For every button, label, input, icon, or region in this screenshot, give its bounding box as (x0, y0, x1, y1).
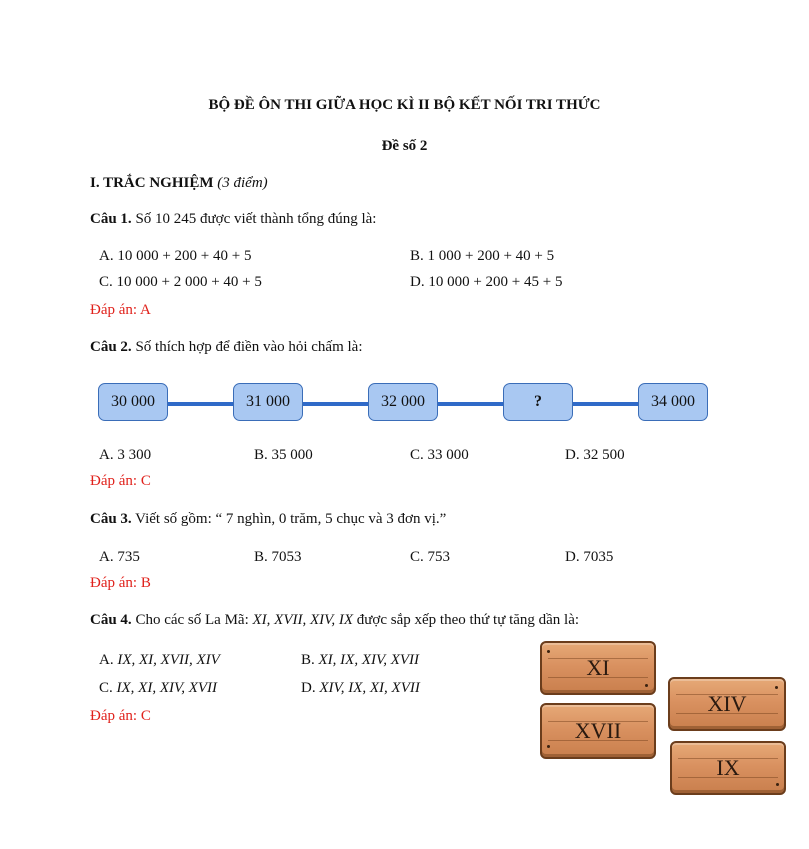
option-d: D. 32 500 (565, 447, 625, 463)
option-a: A. IX, XI, XVII, XIV (99, 652, 220, 668)
option-d: D. 7035 (565, 549, 614, 565)
option-a: A. 10 000 + 200 + 40 + 5 (99, 248, 252, 264)
plank-ix: IX (670, 741, 786, 795)
section-points: (3 điểm) (217, 175, 268, 191)
option-b: B. XI, IX, XIV, XVII (301, 652, 420, 668)
option-a: A. 735 (99, 549, 140, 565)
option-c: C. IX, XI, XIV, XVII (99, 680, 218, 696)
nail-icon (547, 745, 550, 748)
option-b: B. 1 000 + 200 + 40 + 5 (410, 248, 555, 264)
question-text-after: được sắp xếp theo thứ tự tăng dần là: (356, 612, 580, 628)
answer-2: Đáp án: C (90, 473, 151, 489)
question-text: Số thích hợp để điền vào hỏi chấm là: (135, 339, 363, 355)
answer-3: Đáp án: B (90, 575, 151, 591)
question-text: Số 10 245 được viết thành tổng đúng là: (135, 211, 377, 227)
plank-xvii: XVII (540, 703, 656, 759)
question-1 (90, 211, 376, 228)
question-3 (90, 511, 446, 528)
question-2 (90, 339, 363, 356)
section-heading (90, 175, 268, 192)
number-box-5: 34 000 (638, 383, 708, 421)
page-title: BỘ ĐỀ ÔN THI GIỮA HỌC KÌ II BỘ KẾT NỐI TRI THỨC (208, 97, 601, 113)
roman-numerals: XI, XVII, XIV, IX (252, 612, 354, 628)
question-label: Câu 1. (90, 211, 132, 227)
question-label: Câu 3. (90, 511, 132, 527)
answer-4: Đáp án: C (90, 708, 151, 724)
option-d: D. 10 000 + 200 + 45 + 5 (410, 274, 563, 290)
nail-icon (547, 650, 550, 653)
option-a: A. 3 300 (99, 447, 152, 463)
number-box-2: 31 000 (233, 383, 303, 421)
nail-icon (776, 783, 779, 786)
page-subtitle: Đề số 2 (381, 138, 428, 154)
question-label: Câu 2. (90, 339, 132, 355)
section-label: I. TRẮC NGHIỆM (90, 175, 214, 191)
question-text: Viết số gồm: “ 7 nghìn, 0 trăm, 5 chục và 3 đơn vị.” (135, 511, 447, 527)
number-box-missing: ? (503, 383, 573, 421)
question-4 (90, 612, 579, 629)
question-text-before: Cho các số La Mã: (135, 612, 249, 628)
option-d: D. XIV, IX, XI, XVII (301, 680, 420, 696)
nail-icon (645, 684, 648, 687)
number-box-3: 32 000 (368, 383, 438, 421)
option-b: B. 35 000 (254, 447, 313, 463)
plank-xiv: XIV (668, 677, 786, 731)
nail-icon (775, 686, 778, 689)
plank-xi: XI (540, 641, 656, 695)
number-box-1: 30 000 (98, 383, 168, 421)
option-c: C. 753 (410, 549, 451, 565)
option-b: B. 7053 (254, 549, 302, 565)
answer-1: Đáp án: A (90, 302, 151, 318)
question-label: Câu 4. (90, 612, 132, 628)
option-c: C. 10 000 + 2 000 + 40 + 5 (99, 274, 262, 290)
option-c: C. 33 000 (410, 447, 469, 463)
